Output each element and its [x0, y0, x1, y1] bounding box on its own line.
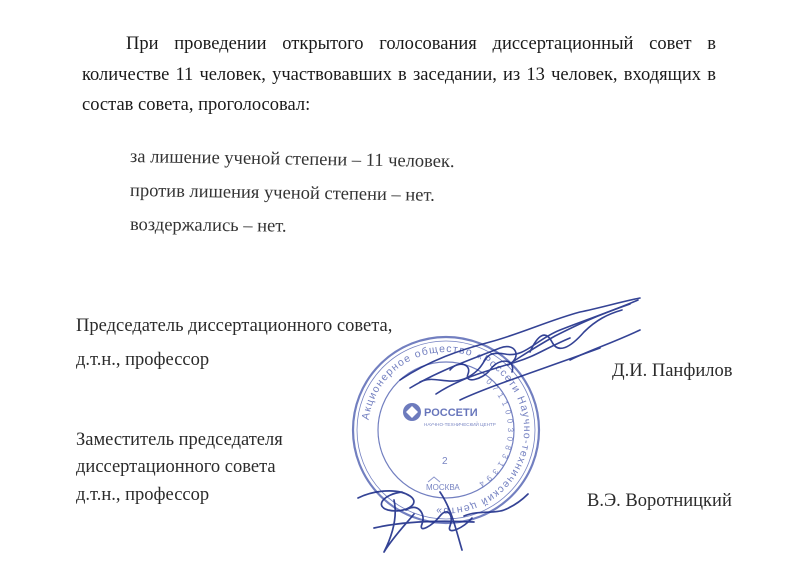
- deputy-title-line-2: диссертационного совета: [76, 457, 276, 477]
- stamp-city: МОСКВА: [426, 483, 460, 492]
- vote-for: за лишение ученой степени – 11 человек.: [129, 147, 455, 173]
- stamp-logo-subtext: НАУЧНО-ТЕХНИЧЕСКИЙ ЦЕНТР: [424, 422, 496, 427]
- deputy-name: В.Э. Воротницкий: [587, 491, 732, 511]
- deputy-title-line-1: Заместитель председателя: [76, 430, 283, 450]
- intro-line-2: количестве 11 человек, участвовавших в заседании, из 13 человек, входящих: [82, 64, 702, 85]
- vote-abstained: воздержались – нет.: [129, 215, 287, 237]
- stamp-number: 2: [442, 456, 448, 467]
- intro-line-1: При проведении открытого голосования диссертационный совет в: [126, 34, 716, 54]
- chairman-signature: [340, 290, 660, 430]
- stamp-ring-text: Акционерное общество «Россети Научно-технический центр»: [359, 342, 534, 518]
- deputy-degree: д.т.н., профессор: [76, 485, 210, 505]
- voting-intro-paragraph: [82, 29, 716, 121]
- stamp-inner-digits: 0 7 1 1 0 0 3 0 8 3 1 3 9 4: [476, 376, 516, 490]
- chairman-title: Председатель диссертационного совета,: [76, 316, 393, 336]
- deputy-signature: [344, 470, 530, 560]
- chairman-degree: д.т.н., профессор: [76, 350, 210, 370]
- vote-against: против лишения ученой степени – нет.: [129, 181, 435, 206]
- stamp-logo-text: РОССЕТИ: [424, 407, 478, 419]
- intro-line-3: в состав совета, проголосовал:: [82, 64, 716, 115]
- chairman-name: Д.И. Панфилов: [612, 361, 733, 381]
